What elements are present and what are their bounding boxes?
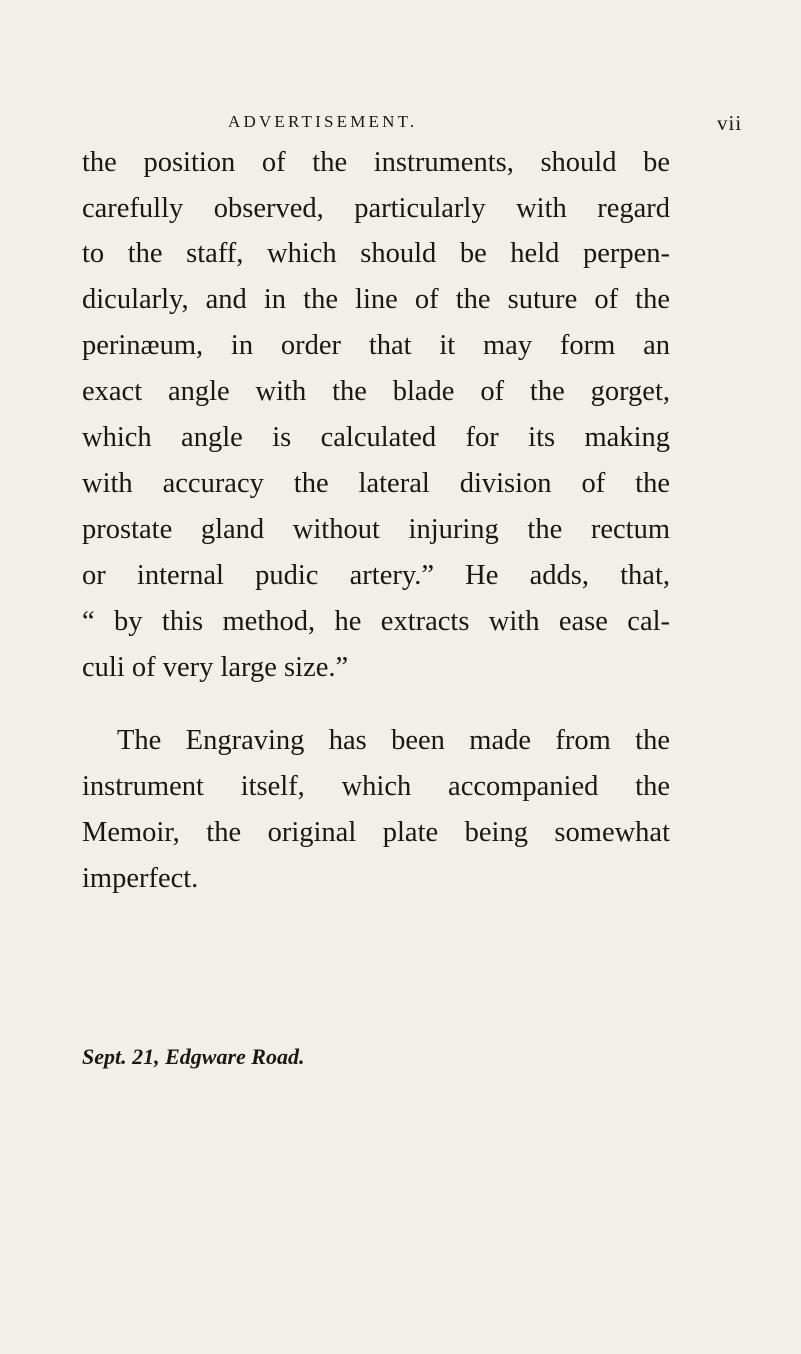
text-line: to the staff, which should be held perpen- (82, 238, 670, 269)
text-line: “ by this method, he extracts with ease cal- (82, 606, 670, 637)
text-line: perinæum, in order that it may form an (82, 330, 670, 361)
text-line: dicularly, and in the line of the suture of the (82, 284, 670, 315)
page-number: vii (717, 111, 743, 135)
running-title: ADVERTISEMENT. (228, 112, 418, 131)
text-line: carefully observed, particularly with regard (82, 193, 670, 224)
text-line: prostate gland without injuring the rectum (82, 514, 670, 545)
text-line: Memoir, the original plate being somewhat (82, 817, 670, 848)
text-line: culi of very large size.” (82, 652, 349, 683)
text-line: the position of the instruments, should be (82, 147, 670, 178)
text-line: imperfect. (82, 863, 199, 894)
text-line: exact angle with the blade of the gorget, (82, 376, 670, 407)
text-line: or internal pudic artery.” He adds, that, (82, 560, 670, 591)
date-and-place: Sept. 21, Edgware Road. (82, 1044, 305, 1069)
text-line: which angle is calculated for its making (82, 422, 670, 453)
text-line: with accuracy the lateral division of the (82, 468, 670, 499)
text-line: The Engraving has been made from the (117, 725, 670, 756)
text-line: instrument itself, which accompanied the (82, 771, 670, 802)
